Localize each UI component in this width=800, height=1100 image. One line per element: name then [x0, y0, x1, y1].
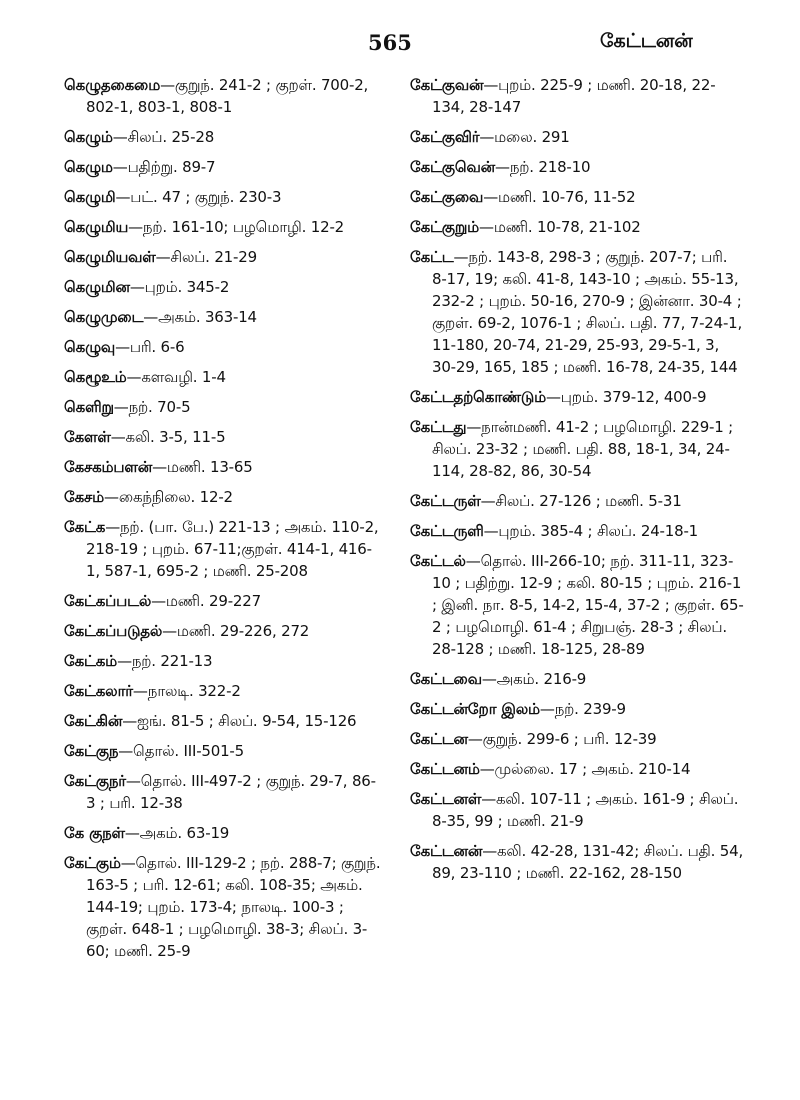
index-entry: [64, 680, 382, 702]
entry-references: —நற். 218-10: [495, 158, 591, 176]
entry-headword: கேட்டன்றோ இலம்: [410, 700, 540, 718]
entry-headword: கேட்குவிர்: [410, 128, 480, 146]
index-entry: [410, 246, 744, 378]
running-head: கேட்டனன்: [600, 30, 693, 52]
entry-headword: கெளிறு: [64, 398, 114, 416]
index-entry: [410, 126, 744, 148]
entry-references: —தொல். III-501-5: [118, 742, 244, 760]
entry-references: —அகம். 63-19: [124, 824, 230, 842]
entry-headword: கேட்குறும்: [410, 218, 480, 236]
index-entry: [64, 650, 382, 672]
index-entry: [64, 74, 382, 118]
index-entry: [410, 74, 744, 118]
entry-headword: கேட்டனள்: [410, 790, 482, 808]
entry-references: —பட். 47 ; குறுந். 230-3: [115, 188, 282, 206]
index-entry: [64, 852, 382, 962]
left-column: [64, 74, 382, 970]
page-number: 565: [368, 30, 412, 55]
entry-headword: கெழுமின: [64, 278, 130, 296]
entry-headword: கேட்குவன்: [410, 76, 484, 94]
entry-references: —முல்லை. 17 ; அகம். 210-14: [479, 760, 691, 778]
index-entry: [410, 788, 744, 832]
entry-references: —தொல். III-497-2 ; குறுந். 29-7, 86-3 ; பரி. 12-38: [86, 772, 376, 812]
right-column: [410, 74, 744, 892]
entry-references: —மணி. 10-76, 11-52: [483, 188, 636, 206]
index-entry: [64, 156, 382, 178]
index-entry: [410, 520, 744, 542]
entry-headword: கேட்டருளி: [410, 522, 484, 540]
entry-references: —மலை. 291: [479, 128, 570, 146]
entry-references: —கைந்நிலை. 12-2: [104, 488, 233, 506]
entry-references: —நாலடி. 322-2: [132, 682, 241, 700]
entry-headword: கெழுதகைமை: [64, 76, 161, 94]
entry-headword: கேட்கப்படல்: [64, 592, 152, 610]
entry-references: —புறம். 379-12, 400-9: [545, 388, 707, 406]
index-entry: [64, 426, 382, 448]
index-entry: [64, 246, 382, 268]
entry-references: —மணி. 29-226, 272: [162, 622, 310, 640]
entry-references: —கலி. 107-11 ; அகம். 161-9 ; சிலப். 8-35, 99 ; மணி. 21-9: [432, 790, 739, 830]
index-entry: [410, 216, 744, 238]
index-entry: [64, 306, 382, 328]
entry-headword: கே குநள்: [64, 824, 125, 842]
entry-headword: கேசம்: [64, 488, 105, 506]
index-entry: [64, 590, 382, 612]
index-entry: [64, 126, 382, 148]
index-entry: [410, 186, 744, 208]
index-entry: [64, 396, 382, 418]
index-entry: [64, 740, 382, 762]
index-entry: [410, 728, 744, 750]
index-entry: [64, 822, 382, 844]
entry-references: —நற். 239-9: [539, 700, 626, 718]
entry-headword: கெழும்: [64, 128, 113, 146]
entry-references: —நற். (பா. பே.) 221-13 ; அகம். 110-2, 218-19 ; புறம். 67-11;குறள். 414-1, 416-1, 587-1, 695-2 ; மணி. 25-208: [86, 518, 379, 580]
entry-headword: கேட்டனன்: [410, 842, 483, 860]
entry-headword: கேட்கின்: [64, 712, 123, 730]
entry-references: —நற். 221-13: [117, 652, 213, 670]
entry-headword: கேசகம்பளன்: [64, 458, 153, 476]
entry-references: —பரி. 6-6: [115, 338, 185, 356]
index-entry: [410, 668, 744, 690]
entry-references: —குறுந். 299-6 ; பரி. 12-39: [467, 730, 657, 748]
entry-headword: கேட்குநர்: [64, 772, 126, 790]
entry-headword: கேட்குவை: [410, 188, 484, 206]
entry-references: —கலி. 42-28, 131-42; சிலப். பதி. 54, 89, 23-110 ; மணி. 22-162, 28-150: [432, 842, 744, 882]
index-entry: [410, 156, 744, 178]
entry-headword: கேட்டல்: [410, 552, 466, 570]
entry-headword: கேளள்: [64, 428, 111, 446]
entry-headword: கெழூஉம்: [64, 368, 127, 386]
index-entry: [64, 366, 382, 388]
index-entry: [64, 186, 382, 208]
entry-references: —நற். 161-10; பழமொழி. 12-2: [128, 218, 345, 236]
index-entry: [64, 336, 382, 358]
entry-headword: கேட்கலார்: [64, 682, 133, 700]
entry-references: —ஐங். 81-5 ; சிலப். 9-54, 15-126: [122, 712, 357, 730]
entry-headword: கேட்கும்: [64, 854, 121, 872]
entry-references: —அகம். 363-14: [143, 308, 257, 326]
index-entry: [410, 758, 744, 780]
entry-headword: கேட்ட: [410, 248, 454, 266]
entry-references: —களவழி. 1-4: [126, 368, 226, 386]
entry-references: —மணி. 29-227: [151, 592, 261, 610]
entry-references: —தொல். III-129-2 ; நற். 288-7; குறுந். 163-5 ; பரி. 12-61; கலி. 108-35; அகம். 144-19; புறம். 173-4; நாலடி. 100-3 ; குறள். 648-1 ; பழமொழி. 38-3; சிலப். 3-60; மணி. 25-9: [86, 854, 381, 960]
entry-headword: கேட்குவென்: [410, 158, 496, 176]
entry-references: —பதிற்று. 89-7: [112, 158, 216, 176]
entry-headword: கெழுமுடை: [64, 308, 144, 326]
entry-headword: கேட்குந: [64, 742, 119, 760]
entry-headword: கெழுமிய: [64, 218, 129, 236]
index-entry: [410, 490, 744, 512]
index-entry: [64, 216, 382, 238]
index-entry: [410, 698, 744, 720]
entry-references: —புறம். 225-9 ; மணி. 20-18, 22-134, 28-147: [432, 76, 716, 116]
entry-headword: கெழுமியவள்: [64, 248, 156, 266]
entry-references: —குறுந். 241-2 ; குறள். 700-2, 802-1, 803-1, 808-1: [86, 76, 369, 116]
entry-headword: கேட்டன: [410, 730, 468, 748]
entry-references: —புறம். 385-4 ; சிலப். 24-18-1: [483, 522, 699, 540]
entry-references: —மணி. 10-78, 21-102: [479, 218, 641, 236]
index-entry: [64, 620, 382, 642]
index-entry: [64, 456, 382, 478]
index-entry: [410, 550, 744, 660]
entry-headword: கெழும: [64, 158, 113, 176]
entry-references: —நற். 70-5: [113, 398, 191, 416]
index-entry: [410, 840, 744, 884]
index-entry: [64, 770, 382, 814]
entry-references: —சிலப். 21-29: [155, 248, 257, 266]
entry-references: —நான்மணி. 41-2 ; பழமொழி. 229-1 ; சிலப். 23-32 ; மணி. பதி. 88, 18-1, 34, 24-114, 28-82, 86, 30-54: [432, 418, 734, 480]
entry-headword: கெழுமி: [64, 188, 116, 206]
index-entry: [64, 276, 382, 298]
entry-headword: கேட்டவை: [410, 670, 482, 688]
entry-headword: கேட்டருள்: [410, 492, 481, 510]
entry-references: —அகம். 216-9: [481, 670, 587, 688]
entry-headword: கேட்டனம்: [410, 760, 480, 778]
entry-headword: கெழுவு: [64, 338, 116, 356]
entry-references: —கலி. 3-5, 11-5: [110, 428, 226, 446]
index-entry: [410, 386, 744, 408]
entry-references: —சிலப். 25-28: [112, 128, 215, 146]
index-entry: [64, 516, 382, 582]
entry-references: —நற். 143-8, 298-3 ; குறுந். 207-7; பரி. 8-17, 19; கலி. 41-8, 143-10 ; அகம். 55-13, 232-2 ; புறம். 50-16, 270-9 ; இன்னா. 30-4 ; குறள். 69-2, 1076-1 ; சிலப். பதி. 77, 7-24-1, 11-180, 20-74, 21-29, 25-93, 29-5-1, 3, 30-29, 165, 185 ; மணி. 16-78, 24-35, 144: [432, 248, 743, 376]
entry-headword: கேட்டதற்கொண்டும்: [410, 388, 546, 406]
index-entry: [64, 710, 382, 732]
entry-headword: கேட்டது: [410, 418, 467, 436]
entry-references: —சிலப். 27-126 ; மணி. 5-31: [480, 492, 682, 510]
entry-references: —மணி. 13-65: [152, 458, 253, 476]
index-entry: [64, 486, 382, 508]
index-entry: [410, 416, 744, 482]
entry-headword: கேட்கப்படுதல்: [64, 622, 163, 640]
entry-headword: கேட்க: [64, 518, 106, 536]
entry-references: —புறம். 345-2: [129, 278, 230, 296]
entry-headword: கேட்கம்: [64, 652, 118, 670]
entry-references: —தொல். III-266-10; நற். 311-11, 323-10 ; பதிற்று. 12-9 ; கலி. 80-15 ; புறம். 216-1 ; இனி. நா. 8-5, 14-2, 15-4, 37-2 ; குறள். 65-2 ; பழமொழி. 61-4 ; சிறுபஞ். 28-3 ; சிலப். 28-128 ; மணி. 18-125, 28-89: [432, 552, 744, 658]
